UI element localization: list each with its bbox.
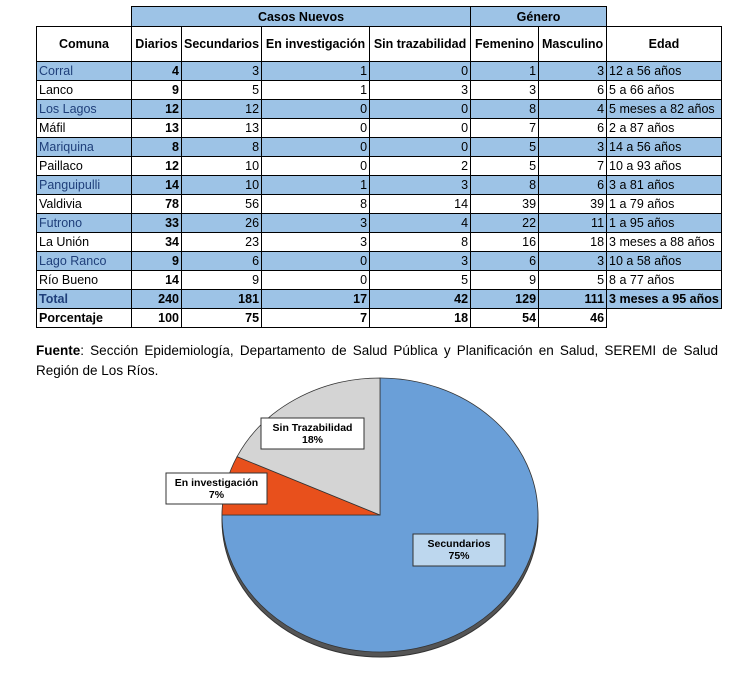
source-label: Fuente [36, 343, 81, 358]
cell-masculino: 7 [539, 157, 607, 176]
source-text: : Sección Epidemiología, Departamento de Salud Pública y Planificación en Salud, SEREMI de Salud Región de Los Ríos. [36, 343, 718, 378]
cell-sin-trazabilidad: 0 [370, 119, 471, 138]
cell-femenino: 9 [471, 271, 539, 290]
cell-diarios: 8 [132, 138, 182, 157]
cell-edad: 10 a 58 años [607, 252, 722, 271]
cell-en-investigacion: 1 [262, 176, 370, 195]
cell-diarios: 14 [132, 176, 182, 195]
cell-secundarios: 5 [182, 81, 262, 100]
cell-edad: 14 a 56 años [607, 138, 722, 157]
cell-diarios: 14 [132, 271, 182, 290]
cell-masculino: 3 [539, 138, 607, 157]
cell-sin-trazabilidad: 5 [370, 271, 471, 290]
cell-sin-trazabilidad: 3 [370, 252, 471, 271]
cell-masculino: 11 [539, 214, 607, 233]
cell-femenino: 129 [471, 290, 539, 309]
label-category: Sin Trazabilidad [272, 422, 353, 434]
cell-en-investigacion: 8 [262, 195, 370, 214]
cell-en-investigacion: 3 [262, 233, 370, 252]
cell-sin-trazabilidad: 14 [370, 195, 471, 214]
cell-en-investigacion: 0 [262, 271, 370, 290]
cell-secundarios: 56 [182, 195, 262, 214]
cell-secundarios: 3 [182, 62, 262, 81]
cell-masculino: 5 [539, 271, 607, 290]
cell-sin-trazabilidad: 18 [370, 309, 471, 328]
cell-en-investigacion: 7 [262, 309, 370, 328]
col-header-masculino: Masculino [539, 27, 607, 62]
cell-en-investigacion: 3 [262, 214, 370, 233]
cell-comuna: Total [37, 290, 132, 309]
col-header-secundarios: Secundarios [182, 27, 262, 62]
cell-secundarios: 9 [182, 271, 262, 290]
cell-comuna: Corral [37, 62, 132, 81]
cell-edad: 12 a 56 años [607, 62, 722, 81]
cell-masculino: 46 [539, 309, 607, 328]
cell-en-investigacion: 0 [262, 157, 370, 176]
label-category: En investigación [174, 477, 259, 489]
cell-edad: 3 meses a 95 años [607, 290, 722, 309]
cell-diarios: 78 [132, 195, 182, 214]
cell-edad: 10 a 93 años [607, 157, 722, 176]
cell-diarios: 33 [132, 214, 182, 233]
cell-femenino: 39 [471, 195, 539, 214]
cell-femenino: 16 [471, 233, 539, 252]
col-header-diarios: Diarios [132, 27, 182, 62]
cell-comuna: Porcentaje [37, 309, 132, 328]
cell-en-investigacion: 17 [262, 290, 370, 309]
cell-femenino: 1 [471, 62, 539, 81]
col-header-en-investigacion: En investigación [262, 27, 370, 62]
cell-masculino: 6 [539, 81, 607, 100]
cell-secundarios: 26 [182, 214, 262, 233]
cell-masculino: 4 [539, 100, 607, 119]
cell-secundarios: 23 [182, 233, 262, 252]
cell-sin-trazabilidad: 8 [370, 233, 471, 252]
cell-sin-trazabilidad: 0 [370, 62, 471, 81]
cell-comuna: Paillaco [37, 157, 132, 176]
cell-femenino: 3 [471, 81, 539, 100]
cell-diarios: 9 [132, 252, 182, 271]
cell-en-investigacion: 0 [262, 252, 370, 271]
cell-diarios: 9 [132, 81, 182, 100]
group-header-casos-nuevos: Casos Nuevos [132, 7, 471, 27]
cell-sin-trazabilidad: 0 [370, 100, 471, 119]
cell-comuna: Futrono [37, 214, 132, 233]
cell-comuna: Panguipulli [37, 176, 132, 195]
cell-edad: 3 a 81 años [607, 176, 722, 195]
cell-secundarios: 75 [182, 309, 262, 328]
cell-diarios: 12 [132, 157, 182, 176]
cell-en-investigacion: 0 [262, 100, 370, 119]
label-en-investigacion [166, 473, 267, 504]
cell-diarios: 13 [132, 119, 182, 138]
cell-secundarios: 10 [182, 157, 262, 176]
cell-femenino: 5 [471, 157, 539, 176]
cell-secundarios: 13 [182, 119, 262, 138]
cell-masculino: 3 [539, 62, 607, 81]
cell-secundarios: 6 [182, 252, 262, 271]
cell-femenino: 5 [471, 138, 539, 157]
cell-diarios: 4 [132, 62, 182, 81]
cell-comuna: La Unión [37, 233, 132, 252]
cell-edad: 3 meses a 88 años [607, 233, 722, 252]
label-value: 18% [301, 434, 324, 446]
cell-femenino: 7 [471, 119, 539, 138]
cell-en-investigacion: 0 [262, 119, 370, 138]
cell-sin-trazabilidad: 3 [370, 176, 471, 195]
cell-edad: 2 a 87 años [607, 119, 722, 138]
cell-sin-trazabilidad: 4 [370, 214, 471, 233]
col-header-edad: Edad [607, 27, 722, 62]
cell-sin-trazabilidad: 0 [370, 138, 471, 157]
cell-comuna: Los Lagos [37, 100, 132, 119]
label-secundarios [413, 534, 505, 566]
cell-femenino: 22 [471, 214, 539, 233]
cell-comuna: Mariquina [37, 138, 132, 157]
cell-sin-trazabilidad: 3 [370, 81, 471, 100]
cell-comuna: Máfil [37, 119, 132, 138]
cell-masculino: 39 [539, 195, 607, 214]
cell-masculino: 6 [539, 119, 607, 138]
cell-secundarios: 181 [182, 290, 262, 309]
label-value: 7% [208, 489, 225, 501]
cell-diarios: 100 [132, 309, 182, 328]
cell-edad: 1 a 79 años [607, 195, 722, 214]
cell-femenino: 54 [471, 309, 539, 328]
cell-secundarios: 10 [182, 176, 262, 195]
cell-sin-trazabilidad: 2 [370, 157, 471, 176]
label-sin-trazabilidad [261, 418, 364, 449]
label-category: Secundarios [427, 538, 491, 550]
cell-femenino: 8 [471, 100, 539, 119]
cell-en-investigacion: 0 [262, 138, 370, 157]
cell-diarios: 240 [132, 290, 182, 309]
cell-secundarios: 8 [182, 138, 262, 157]
col-header-comuna: Comuna [37, 27, 132, 62]
cell-edad: 5 meses a 82 años [607, 100, 722, 119]
label-value: 75% [448, 550, 470, 562]
cell-sin-trazabilidad: 42 [370, 290, 471, 309]
cell-secundarios: 12 [182, 100, 262, 119]
cell-diarios: 12 [132, 100, 182, 119]
cell-diarios: 34 [132, 233, 182, 252]
cell-comuna: Lago Ranco [37, 252, 132, 271]
col-header-femenino: Femenino [471, 27, 539, 62]
cell-femenino: 8 [471, 176, 539, 195]
cell-masculino: 3 [539, 252, 607, 271]
cell-edad: 1 a 95 años [607, 214, 722, 233]
group-header-genero: Género [471, 7, 607, 27]
cell-en-investigacion: 1 [262, 62, 370, 81]
cell-edad: 5 a 66 años [607, 81, 722, 100]
col-header-sin-trazabilidad: Sin trazabilidad [370, 27, 471, 62]
cell-comuna: Valdivia [37, 195, 132, 214]
cell-edad: 8 a 77 años [607, 271, 722, 290]
cell-femenino: 6 [471, 252, 539, 271]
cell-masculino: 111 [539, 290, 607, 309]
cell-comuna: Lanco [37, 81, 132, 100]
cell-en-investigacion: 1 [262, 81, 370, 100]
cell-masculino: 18 [539, 233, 607, 252]
cell-comuna: Río Bueno [37, 271, 132, 290]
cell-masculino: 6 [539, 176, 607, 195]
